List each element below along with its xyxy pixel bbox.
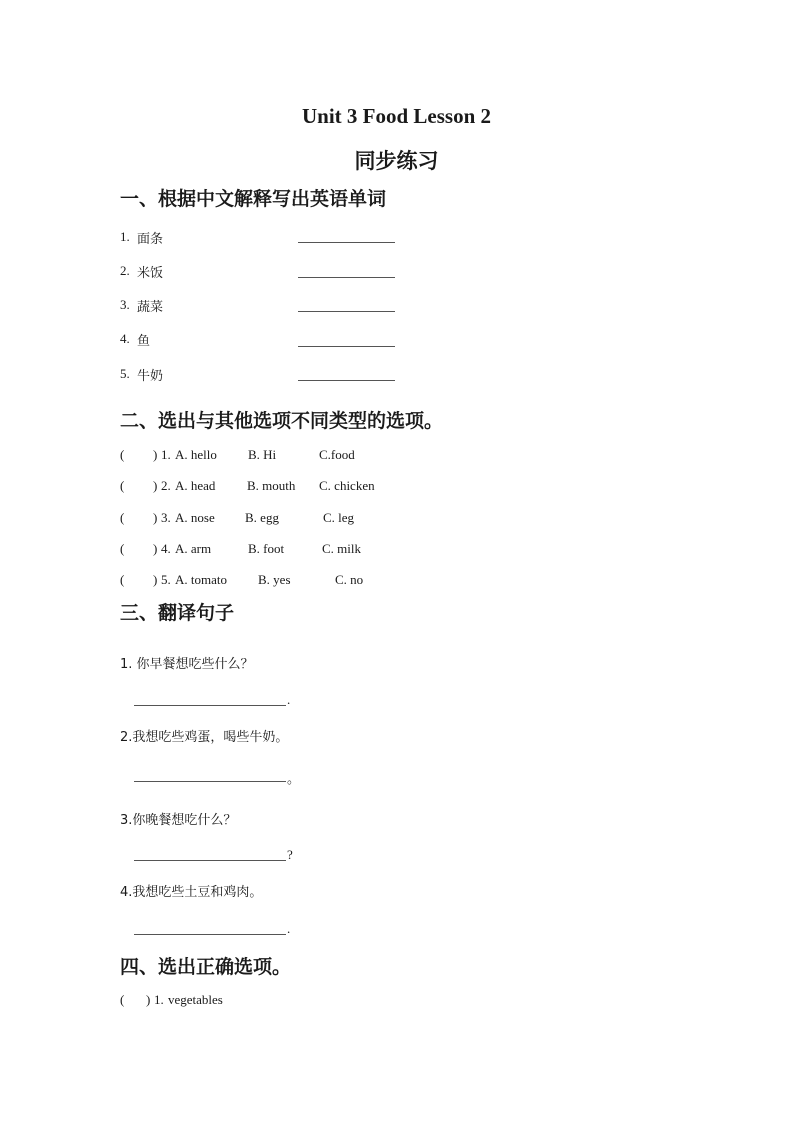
item-chinese: 牛奶 — [137, 369, 164, 384]
option-b: B. foot — [248, 541, 285, 556]
answer-paren-close: ) — [153, 541, 158, 556]
translation-prompt: 2.我想吃些鸡蛋，喝些牛奶。 — [120, 730, 289, 745]
question-number: 2. — [161, 478, 171, 493]
question-number: 4. — [161, 541, 171, 556]
option-b: B. Hi — [248, 447, 277, 462]
answer-blank[interactable] — [298, 380, 395, 381]
answer-paren-close: ) — [153, 510, 158, 525]
answer-paren-open[interactable]: ( — [120, 992, 125, 1007]
answer-blank[interactable] — [298, 277, 395, 278]
answer-blank[interactable] — [298, 311, 395, 312]
translation-blank[interactable] — [134, 705, 286, 706]
section4-heading: 四、选出正确选项。 — [120, 956, 292, 978]
option-c: C. no — [335, 572, 364, 587]
translation-blank[interactable] — [134, 934, 286, 935]
item-number: 4. — [120, 331, 130, 346]
item-number: 3. — [120, 297, 130, 312]
answer-paren-close: ) — [153, 478, 158, 493]
item-chinese: 鱼 — [137, 334, 151, 349]
translation-prompt: 1. 你早餐想吃些什么？ — [120, 657, 254, 672]
option-b: B. egg — [245, 510, 279, 525]
question-number: 3. — [161, 510, 171, 525]
question-number: 5. — [161, 572, 171, 587]
item-chinese: 蔬菜 — [137, 300, 164, 315]
translation-blank[interactable] — [134, 781, 286, 782]
sentence-end-punctuation: 。 — [287, 771, 301, 786]
option-c: C.food — [319, 447, 355, 462]
section1-heading: 一、根据中文解释写出英语单词 — [120, 188, 387, 210]
question-word: vegetables — [168, 992, 223, 1007]
section2-heading: 二、选出与其他选项不同类型的选项。 — [120, 410, 444, 432]
option-b: B. yes — [258, 572, 291, 587]
worksheet-subtitle: 同步练习 — [354, 149, 439, 173]
option-a: A. head — [175, 478, 216, 493]
option-c: C. leg — [323, 510, 355, 525]
section3-heading: 三、翻译句子 — [120, 602, 235, 624]
item-chinese: 米饭 — [137, 266, 164, 281]
sentence-end-punctuation: . — [287, 692, 291, 707]
translation-prompt: 4.我想吃些土豆和鸡肉。 — [120, 885, 263, 900]
answer-paren-open[interactable]: ( — [120, 478, 125, 493]
answer-paren-close: ) — [153, 572, 158, 587]
answer-paren-close: ) — [146, 992, 151, 1007]
sentence-end-punctuation: . — [287, 921, 291, 936]
question-number: 1. — [154, 992, 164, 1007]
option-a: A. tomato — [175, 572, 227, 587]
answer-blank[interactable] — [298, 242, 395, 243]
answer-paren-open[interactable]: ( — [120, 510, 125, 525]
worksheet-title: Unit 3 Food Lesson 2 — [301, 104, 492, 128]
item-number: 2. — [120, 263, 130, 278]
answer-paren-open[interactable]: ( — [120, 572, 125, 587]
item-number: 5. — [120, 366, 130, 381]
item-chinese: 面条 — [137, 232, 164, 247]
item-number: 1. — [120, 229, 130, 244]
answer-paren-close: ) — [153, 447, 158, 462]
option-c: C. chicken — [319, 478, 375, 493]
option-a: A. hello — [175, 447, 217, 462]
answer-paren-open[interactable]: ( — [120, 541, 125, 556]
option-a: A. nose — [175, 510, 215, 525]
answer-blank[interactable] — [298, 346, 395, 347]
option-a: A. arm — [175, 541, 212, 556]
option-b: B. mouth — [247, 478, 296, 493]
question-number: 1. — [161, 447, 171, 462]
answer-paren-open[interactable]: ( — [120, 447, 125, 462]
translation-blank[interactable] — [134, 860, 286, 861]
translation-prompt: 3.你晚餐想吃什么？ — [120, 813, 237, 828]
option-c: C. milk — [322, 541, 362, 556]
sentence-end-punctuation: ? — [287, 847, 293, 862]
